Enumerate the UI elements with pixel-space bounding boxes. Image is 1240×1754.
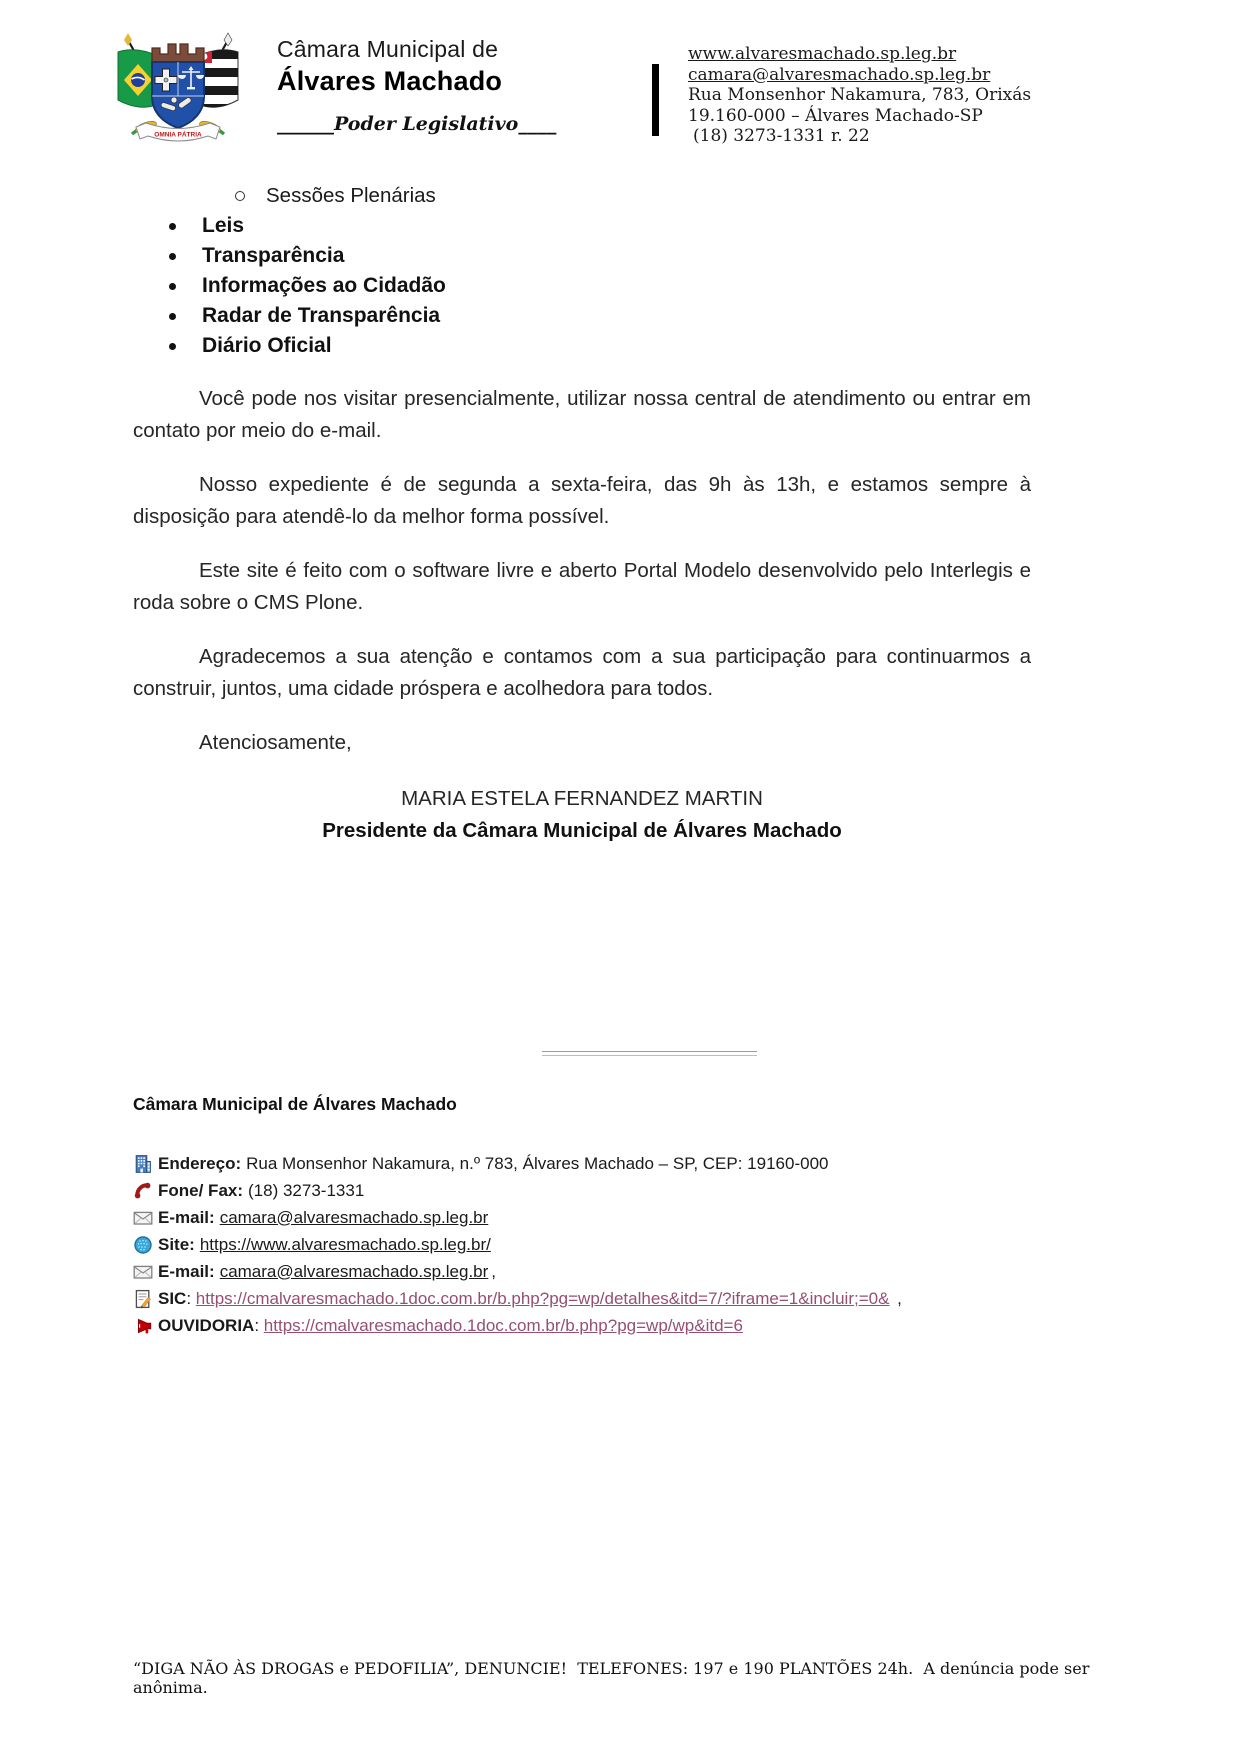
contact-row-fone-fax [133, 1177, 902, 1204]
header-contact-block [688, 44, 1031, 147]
envelope-icon [133, 1262, 153, 1282]
list-item-radar-de-transparencia [133, 301, 446, 331]
header-address-line2: 19.160-000 – Álvares Machado-SP [688, 105, 983, 126]
contact-separator: : [186, 1288, 196, 1308]
list-item-label: Informações ao Cidadão [202, 274, 446, 297]
header-divider-bar [652, 64, 659, 136]
menu-list [133, 181, 446, 361]
list-item-leis [133, 211, 446, 241]
org-tagline: ______Poder Legislativo____ [277, 113, 557, 135]
paragraph: Agradecemos a sua atenção e contamos com a sua participação para continuarmos a construir, juntos, uma cidade próspera e acolhedora para todos. [133, 645, 1031, 700]
header-website-link[interactable]: www.alvaresmachado.sp.leg.br [688, 44, 957, 64]
org-name-line2: Álvares Machado [277, 66, 503, 96]
footer-ouvidoria-link[interactable]: https://cmalvaresmachado.1doc.com.br/b.php?pg=wp/wp&itd=6 [263, 1315, 743, 1335]
globe-icon [133, 1235, 153, 1255]
phone-icon [133, 1181, 153, 1201]
header-phone: (18) 3273-1331 r. 22 [693, 126, 870, 146]
contact-row-endereco [133, 1150, 902, 1177]
envelope-icon [133, 1208, 153, 1228]
list-item-label: Sessões Plenárias [266, 184, 436, 207]
letter-body [133, 383, 1031, 847]
list-item-informacoes-ao-cidadao [133, 271, 446, 301]
header-email-row [688, 65, 1031, 86]
memo-icon [133, 1289, 153, 1309]
disc-bullet-icon [169, 223, 176, 230]
paragraph: Você pode nos visitar presencialmente, utilizar nossa central de atendimento ou entrar em contato por meio do e-mail. [133, 387, 1031, 442]
list-item-label: Leis [202, 214, 245, 237]
contact-label: E-mail: [158, 1207, 215, 1227]
org-header [277, 36, 556, 135]
paragraph: Nosso expediente é de segunda a sexta-feira, das 9h às 13h, e estamos sempre à disposição para atendê-lo da melhor forma possível. [133, 473, 1031, 528]
header-email-link[interactable]: camara@alvaresmachado.sp.leg.br [688, 64, 991, 85]
contact-row-site [133, 1231, 902, 1258]
disc-bullet-icon [169, 343, 176, 350]
contact-label: Site: [158, 1234, 195, 1254]
signer-title: Presidente da Câmara Municipal de Álvares Machado [322, 819, 842, 842]
coat-of-arms-logo [112, 30, 244, 148]
contact-label: Fone/ Fax: [158, 1180, 244, 1200]
disc-bullet-icon [169, 283, 176, 290]
list-item-diario-oficial [133, 331, 446, 361]
mural-crown [152, 44, 204, 63]
contact-separator: : [254, 1315, 264, 1335]
header-website-row [688, 44, 1031, 65]
megaphone-icon [133, 1316, 153, 1336]
bottom-warning-note: “DIGA NÃO ÀS DROGAS e PEDOFILIA”, DENUNCIE! TELEFONES: 197 e 190 PLANTÕES 24h. A denúncia pode ser anônima. [133, 1659, 1095, 1697]
footer-sic-link[interactable]: https://cmalvaresmachado.1doc.com.br/b.php?pg=wp/detalhes&itd=7/?iframe=1&incluir;=0& [195, 1288, 890, 1308]
list-item-label: Radar de Transparência [202, 304, 441, 327]
contact-value: Rua Monsenhor Nakamura, n.º 783, Álvares Machado – SP, CEP: 19160-000 [246, 1153, 829, 1173]
building-icon [133, 1154, 153, 1174]
signer-name: MARIA ESTELA FERNANDEZ MARTIN [401, 787, 763, 810]
list-item-transparencia [133, 241, 446, 271]
disc-bullet-icon [169, 313, 176, 320]
circle-bullet-icon [235, 191, 245, 201]
contact-row-email-1 [133, 1204, 902, 1231]
contact-row-sic [133, 1285, 902, 1312]
disc-bullet-icon [169, 253, 176, 260]
footer-contact-list [133, 1150, 902, 1339]
contact-suffix: , [892, 1288, 902, 1308]
list-item-label: Diário Oficial [202, 334, 332, 357]
list-item-label: Transparência [202, 244, 345, 267]
paragraph: Este site é feito com o software livre e aberto Portal Modelo desenvolvido pelo Interlegis e roda sobre o CMS Plone. [133, 559, 1031, 614]
contact-value: (18) 3273-1331 [248, 1180, 365, 1200]
contact-label: OUVIDORIA [158, 1315, 255, 1335]
contact-row-email-2 [133, 1258, 902, 1285]
contact-row-ouvidoria [133, 1312, 902, 1339]
contact-suffix: , [491, 1261, 497, 1281]
footer-heading: Câmara Municipal de Álvares Machado [133, 1094, 457, 1114]
footer-email-link[interactable]: camara@alvaresmachado.sp.leg.br [219, 1207, 489, 1227]
header-address-line1: Rua Monsenhor Nakamura, 783, Orixás [688, 85, 1032, 105]
contact-label: SIC [158, 1288, 187, 1308]
footer-email-link-2[interactable]: camara@alvaresmachado.sp.leg.br [219, 1261, 489, 1281]
org-name-line1: Câmara Municipal de [277, 36, 499, 62]
logo-motto: OMNIA PÁTRIA [154, 131, 202, 139]
footer-site-link[interactable]: https://www.alvaresmachado.sp.leg.br/ [199, 1234, 491, 1254]
contact-label: E-mail: [158, 1261, 215, 1281]
section-divider [542, 1051, 757, 1056]
closing-line: Atenciosamente, [199, 731, 352, 754]
list-item-sessoes-plenarias [133, 181, 446, 211]
signature-block [133, 783, 1031, 847]
contact-label: Endereço: [158, 1153, 242, 1173]
